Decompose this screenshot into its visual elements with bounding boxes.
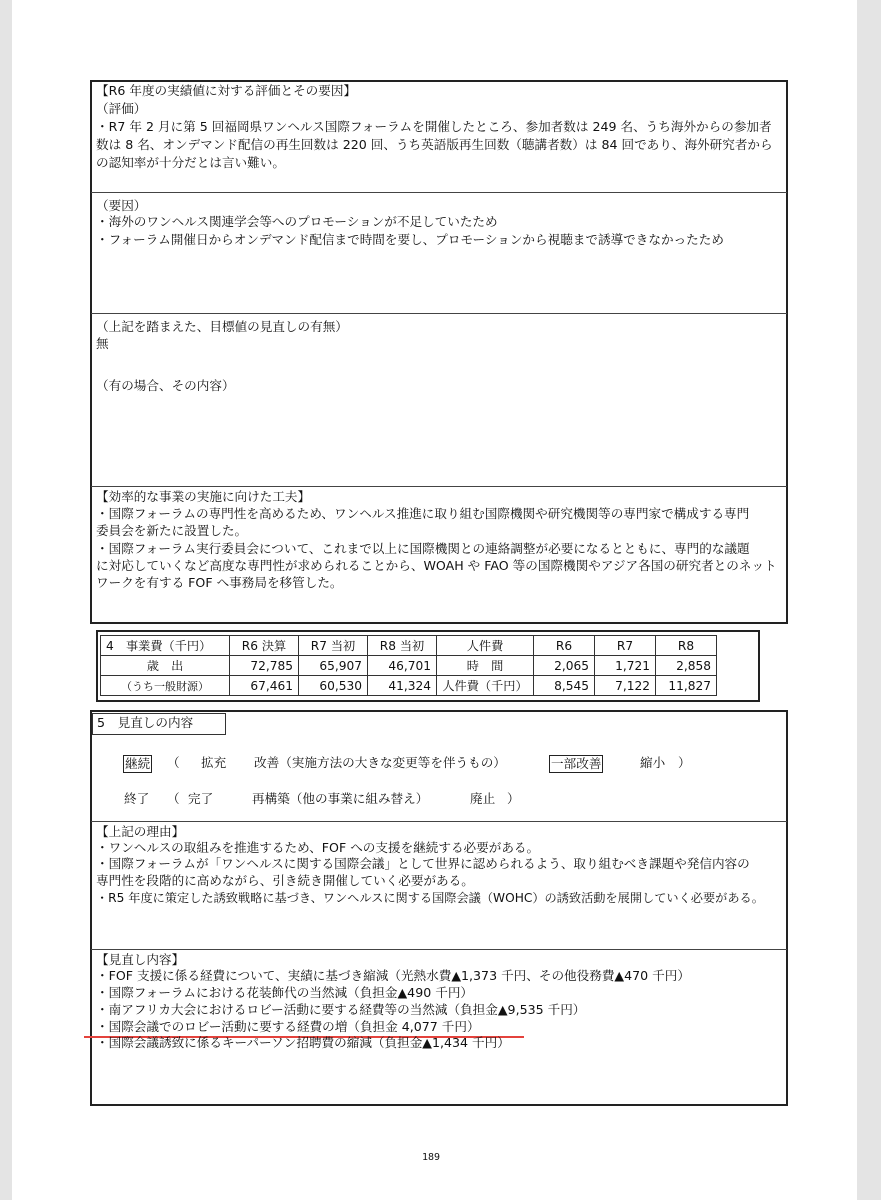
table-cell: 11,827 [656,676,717,696]
table-cell: 67,461 [230,676,299,696]
table-header-cell: R7 当初 [299,636,368,656]
table-header-cell: R6 [534,636,595,656]
table-cell: 41,324 [368,676,437,696]
table-cell: 人件費（千円） [437,676,534,696]
table-row [101,656,437,676]
option-abolish: 廃止 [470,791,496,806]
divider [91,821,787,822]
evaluation-heading: 【R6 年度の実績値に対する評価とその要因】 [96,83,357,98]
reason-line: ・国際フォーラムが「ワンヘルスに関する国際会議」として世界に認められるよう、取り組むべき課題や発信内容の [96,856,750,871]
efficiency-line: ・国際フォーラムの専門性を高めるため、ワンヘルス推進に取り組む国際機関や研究機関等の専門家で構成する専門 [96,506,750,521]
table-cell: 60,530 [299,676,368,696]
review-value: 無 [96,336,109,351]
divider [91,486,787,487]
table-cell: 46,701 [368,656,437,676]
reason-line: 専門性を段階的に高めながら、引き続き開催していく必要がある。 [96,873,474,888]
reason-heading: 【上記の理由】 [96,824,185,839]
option-shrink: 縮小 [640,755,666,770]
personnel-table [436,635,717,696]
evaluation-label: （評価） [96,101,147,116]
table-cell: 7,122 [595,676,656,696]
table-header-cell: 人件費 [437,636,534,656]
option-close-paren: ） [678,755,691,770]
table-row [101,636,437,656]
cause-line: ・フォーラム開催日からオンデマンド配信まで時間を要し、プロモーションから視聴まで誘導できなかったため [96,232,724,247]
divider [91,313,787,314]
reason-line: ・ワンヘルスの取組みを推進するため、FOF への支援を継続する必要がある。 [96,840,540,855]
option-continue: 継続 [125,756,151,771]
table-cell: 1,721 [595,656,656,676]
table-row [437,656,717,676]
table-cell: 72,785 [230,656,299,676]
section5-title: 5 見直しの内容 [92,713,226,735]
table-header-cell: R8 当初 [368,636,437,656]
table-header-cell: 4 事業費（千円） [101,636,230,656]
efficiency-heading: 【効率的な事業の実施に向けた工夫】 [96,489,311,504]
option-restructure: 再構築（他の事業に組み替え） [252,791,429,806]
table-header-cell: R6 決算 [230,636,299,656]
page-number: 189 [422,1152,441,1163]
divider [91,949,787,950]
table-cell: 65,907 [299,656,368,676]
review-detail-label: （有の場合、その内容） [96,378,235,393]
table-cell: 時 間 [437,656,534,676]
cause-label: （要因） [96,198,147,213]
table-cell: 2,065 [534,656,595,676]
evaluation-line: の認知率が十分だとは言い難い。 [96,155,285,170]
cause-line: ・海外のワンヘルス関連学会等へのプロモーションが不足していたため [96,214,498,229]
table-cell: 8,545 [534,676,595,696]
option-complete: 完了 [188,791,214,806]
table-row [437,636,717,656]
option-open-paren: （ [167,791,180,806]
content-line: ・南アフリカ大会におけるロビー活動に要する経費等の当然減（負担金▲9,535 千円） [96,1002,586,1017]
table-row [437,676,717,696]
option-partial-improve: 一部改善 [551,756,602,771]
content-line: ・国際会議でのロビー活動に要する経費の増（負担金 4,077 千円） [96,1019,480,1034]
option-close-paren: ） [507,791,520,806]
efficiency-line: に対応していくなど高度な専門性が求められることから、WOAH や FAO 等の国際機関やアジア各国の研究者とのネット [96,558,777,573]
table-header-cell: R7 [595,636,656,656]
table-row [101,676,437,696]
table-cell: 2,858 [656,656,717,676]
evaluation-line: ・R7 年 2 月に第 5 回福岡県ワンヘルス国際フォーラムを開催したところ、参加者数は 249 名、うち海外からの参加者 [96,119,772,134]
efficiency-line: ワークを有する FOF へ事務局を移管した。 [96,575,343,590]
option-open-paren: （ [167,755,180,770]
table-header-cell: R8 [656,636,717,656]
content-line: ・国際会議誘致に係るキーパーソン招聘費の縮減（負担金▲1,434 千円） [96,1035,510,1050]
option-end: 終了 [124,791,150,806]
divider [91,192,787,193]
review-label: （上記を踏まえた、目標値の見直しの有無） [96,319,348,334]
efficiency-line: 委員会を新たに設置した。 [96,523,248,538]
reason-line: ・R5 年度に策定した誘致戦略に基づき、ワンヘルスに関する国際会議（WOHC）の誘致活動を展開していく必要がある。 [96,891,764,905]
content-line: ・国際フォーラムにおける花装飾代の当然減（負担金▲490 千円） [96,985,474,1000]
document-page [12,0,857,1200]
option-expand: 拡充 [201,755,227,770]
efficiency-line: ・国際フォーラム実行委員会について、これまで以上に国際機関との連絡調整が必要になるとともに、専門的な議題 [96,541,750,556]
option-improve: 改善（実施方法の大きな変更等を伴うもの） [254,755,506,770]
content-line: ・FOF 支援に係る経費について、実績に基づき縮減（光熱水費▲1,373 千円、その他役務費▲470 千円） [96,968,690,983]
table-cell: （うち一般財源） [101,676,230,696]
cost-table [100,635,437,696]
evaluation-line: 数は 8 名、オンデマンド配信の再生回数は 220 回、うち英語版再生回数（聴講者数）は 84 回であり、海外研究者から [96,137,773,152]
table-cell: 歳 出 [101,656,230,676]
content-heading: 【見直し内容】 [96,952,185,967]
